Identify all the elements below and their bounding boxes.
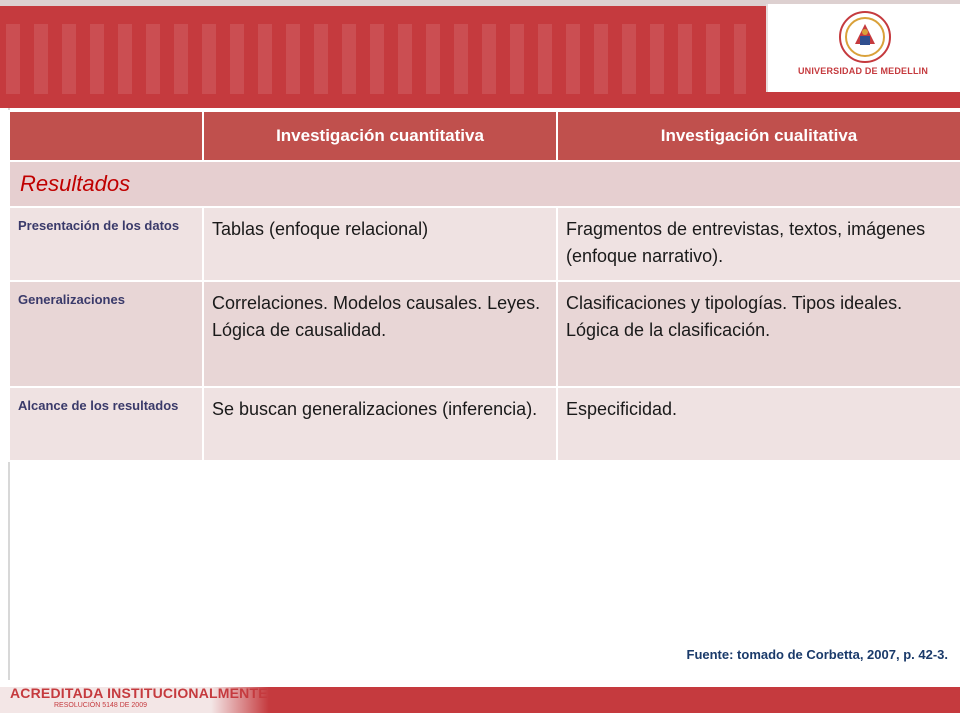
quantitative-cell: Se buscan generalizaciones (inferencia). — [203, 387, 557, 461]
footer — [0, 683, 960, 720]
source-note: Fuente: tomado de Corbetta, 2007, p. 42-3. — [686, 647, 948, 662]
row-label: Generalizaciones — [9, 281, 203, 387]
university-seal-icon — [838, 10, 892, 64]
accreditation-text: ACREDITADA INSTITUCIONALMENTE — [10, 685, 268, 701]
row-label: Presentación de los datos — [9, 207, 203, 281]
qualitative-cell: Especificidad. — [557, 387, 960, 461]
comparison-table — [8, 110, 960, 462]
header-empty-cell — [9, 111, 203, 161]
header-quantitative: Investigación cuantitativa — [203, 111, 557, 161]
table-row — [9, 387, 960, 461]
section-row — [9, 161, 960, 207]
header-watermark-pattern — [6, 24, 746, 94]
table-header-row — [9, 111, 960, 161]
quantitative-cell: Tablas (enfoque relacional) — [203, 207, 557, 281]
table-row — [9, 207, 960, 281]
quantitative-cell: Correlaciones. Modelos causales. Leyes. Lógica de causalidad. — [203, 281, 557, 387]
row-label: Alcance de los resultados — [9, 387, 203, 461]
university-logo-text: UNIVERSIDAD DE MEDELLIN — [797, 66, 929, 76]
section-title: Resultados — [9, 161, 960, 207]
resolution-text: RESOLUCIÓN 5148 DE 2009 — [54, 702, 147, 709]
qualitative-cell: Fragmentos de entrevistas, textos, imágenes (enfoque narrativo). — [557, 207, 960, 281]
qualitative-cell: Clasificaciones y tipologías. Tipos ideales. Lógica de la clasificación. — [557, 281, 960, 387]
header-qualitative: Investigación cualitativa — [557, 111, 960, 161]
table-row — [9, 281, 960, 387]
